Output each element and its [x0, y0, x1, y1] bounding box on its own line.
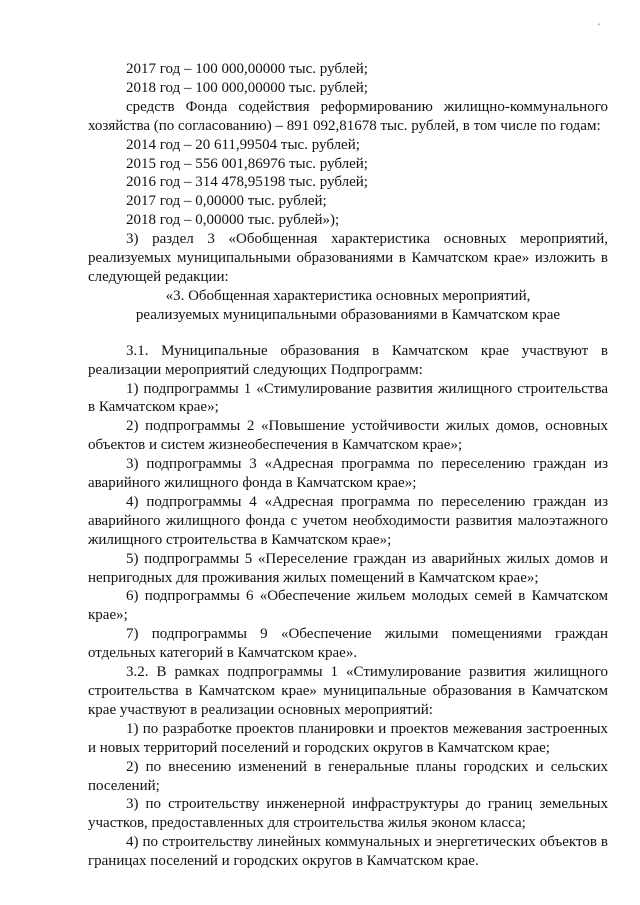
fund-year-2018: 2018 год – 0,00000 тыс. рублей»);	[126, 212, 340, 229]
measure-item: 1) по разработке проектов планировки и проектов межевания застроенных и новых территорий поселений и городских округов в Камчатском крае;	[88, 720, 608, 756]
subprogram-item: 1) подпрограммы 1 «Стимулирование развития жилищного строительства в Камчатском крае»;	[88, 380, 608, 416]
fund-paragraph: средств Фонда содействия реформированию жилищно-коммунального хозяйства (по согласованию) – 891 092,81678 тыс. рублей, в том числе по годам:	[88, 98, 608, 134]
subprogram-item: 3) подпрограммы 3 «Адресная программа по переселению граждан из аварийного жилищного фонда в Камчатском крае»;	[88, 456, 608, 492]
document-page	[88, 60, 608, 871]
subprogram-item: 6) подпрограммы 6 «Обеспечение жильем молодых семей в Камчатском крае»;	[88, 588, 608, 624]
measure-item: 4) по строительству линейных коммунальных и энергетических объектов в границах поселений и городских округов в Камчатском крае.	[88, 834, 608, 870]
subprogram-item: 4) подпрограммы 4 «Адресная программа по переселению граждан из аварийного жилищного фонда с учетом необходимости развития малоэтажного жилищного строительства в Камчатском крае»;	[88, 493, 608, 548]
section3-intro: 3) раздел 3 «Обобщенная характеристика основных мероприятий, реализуемых муниципальными образованиями в Камчатском крае» изложить в следующей редакции:	[88, 231, 608, 285]
subprogram-item: 2) подпрограммы 2 «Повышение устойчивости жилых домов, основных объектов и систем жизнеобеспечения в Камчатском крае»;	[88, 418, 608, 454]
fund-year-2017: 2017 год – 0,00000 тыс. рублей;	[126, 193, 327, 210]
section3-title-line-2: реализуемых муниципальными образованиями в Камчатском крае	[135, 306, 561, 323]
paragraph-3-2: 3.2. В рамках подпрограммы 1 «Стимулирование развития жилищного строительства в Камчатском крае» муниципальные образования в Камчатском крае участвуют в реализации основных мероприятий:	[88, 664, 608, 718]
subprogram-item: 7) подпрограммы 9 «Обеспечение жилыми помещениями граждан отдельных категорий в Камчатском крае».	[88, 626, 608, 662]
subprogram-item: 5) подпрограммы 5 «Переселение граждан из аварийных жилых домов и непригодных для проживания жилых помещений в Камчатском крае»;	[88, 550, 608, 586]
spacer	[88, 325, 608, 342]
scan-speck	[598, 23, 600, 25]
funding-line-2018: 2018 год – 100 000,00000 тыс. рублей;	[126, 79, 368, 96]
funding-line-2017: 2017 год – 100 000,00000 тыс. рублей;	[126, 61, 368, 77]
paragraph-3-1: 3.1. Муниципальные образования в Камчатском крае участвуют в реализации мероприятий следующих Подпрограмм:	[88, 342, 608, 378]
fund-year-2014: 2014 год – 20 611,99504 тыс. рублей;	[126, 136, 360, 153]
section3-title-line-1: «3. Обобщенная характеристика основных мероприятий,	[165, 287, 531, 304]
fund-year-2016: 2016 год – 314 478,95198 тыс. рублей;	[126, 174, 368, 191]
measure-item: 2) по внесению изменений в генеральные планы городских и сельских поселений;	[88, 758, 608, 794]
fund-year-2015: 2015 год – 556 001,86976 тыс. рублей;	[126, 155, 368, 172]
measure-item: 3) по строительству инженерной инфраструктуры до границ земельных участков, предоставленных для строительства жилья эконом класса;	[88, 796, 608, 832]
